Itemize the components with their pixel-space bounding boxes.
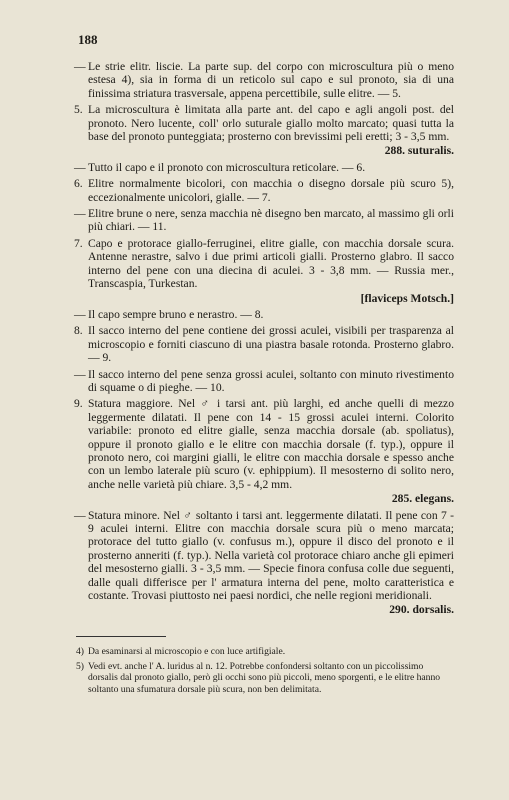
entry-text: Tutto il capo e il pronoto con microscultura reticolare. — 6. bbox=[88, 160, 366, 174]
entry-marker: 8. bbox=[74, 324, 83, 338]
entry-marker: 6. bbox=[74, 177, 83, 191]
species-name: 288. suturalis. bbox=[384, 144, 454, 158]
footnote-text: Da esaminarsi al microscopio e con luce artifigiale. bbox=[88, 646, 286, 657]
entry-marker: — bbox=[74, 367, 86, 381]
species-name: [flaviceps Motsch.] bbox=[360, 291, 454, 305]
entry-marker: — bbox=[74, 207, 86, 221]
species-name: 290. dorsalis. bbox=[389, 603, 454, 617]
entry-text: Le strie elitr. liscie. La parte sup. del corpo con microscultura più o meno estesa 4), sia in forma di un reticolo sul capo e sul pronoto, sia di una finissima striatura trasversale, appena percettibile, sulle elitre. — 5. bbox=[88, 60, 454, 100]
entry-text: Capo e protorace giallo-ferruginei, elitre gialle, con macchia dorsale scura. Antenne nerastre, salvo i due primi articoli gialli. Prosterno glabro. Il sacco interno del pene con una diecina di aculei. 3 - 3,8 mm. — Russia mer., Transcaspia, Turkestan. bbox=[88, 236, 454, 291]
entry-marker: 7. bbox=[74, 236, 83, 250]
key-entry bbox=[76, 60, 454, 100]
footnote-marker: 5) bbox=[76, 660, 84, 672]
entry-text: Elitre brune o nere, senza macchia nè disegno ben marcato, al massimo gli orli più chiari. — 11. bbox=[88, 207, 454, 234]
entry-marker: 5. bbox=[74, 103, 83, 117]
footnote-text: Vedi evt. anche l' A. luridus al n. 12. Potrebbe confondersi soltanto con un piccolissimo dorsalis dal pronoto giallo, però gli occhi sono più piccoli, meno sporgenti, e le elitre hanno soltanto una sfumatura dorsale più scura, non ben delimitata. bbox=[88, 660, 441, 695]
key-entry bbox=[76, 509, 454, 617]
footnote-marker: 4) bbox=[76, 646, 84, 657]
entry-marker: — bbox=[74, 160, 86, 174]
key-entry bbox=[76, 237, 454, 305]
species-name: 285. elegans. bbox=[391, 492, 454, 506]
entry-marker: — bbox=[74, 60, 86, 73]
key-entry bbox=[76, 397, 454, 505]
entry-text: Statura maggiore. Nel ♂ i tarsi ant. più larghi, ed anche quelli di mezzo leggermente dilatati. Il pene con 14 - 15 grossi aculei interni. Colorito variabile: pronoto ed elitre gialle, senza macchia dorsale (ab. spoliatus), oppure il pronoto giallo e le elitre con macchia dorsale (f. typ.), oppure il pronoto nero, coi margini gialli, le elitre con macchia dorsale e spesso anche con un lembo laterale più scuro (v. ephippium). Il mesosterno di solito nero, anche nelle varietà più chiare. 3,5 - 4,2 mm. bbox=[88, 397, 454, 491]
entry-marker: — bbox=[74, 307, 86, 321]
key-entry bbox=[76, 161, 454, 174]
entry-text: Il sacco interno del pene contiene dei grossi aculei, visibili per trasparenza al microscopio e forniti ciascuno di una piastra basale rotonda. Prosterno glabro. — 9. bbox=[88, 324, 454, 365]
entry-text: Elitre normalmente bicolori, con macchia o disegno dorsale più scuro 5), eccezionalmente unicolori, gialle. — 7. bbox=[88, 177, 454, 204]
entry-text: Statura minore. Nel ♂ soltanto i tarsi ant. leggermente dilatati. Il pene con 7 - 9 aculei interni. Elitre con macchia dorsale scura più o meno marcata; protorace del tutto giallo (v. confusus m.), oppure il disco del pronoto e il prosterno anneriti (f. typ.). Nella varietà col protorace chiaro anche gli epimeri del mesosterno gialli. 3 - 3,5 mm. — Specie finora confusa colle due seguenti, dalle quali differisce per l' armatura interna del pene, molto caratteristica e costante. Trovasi piuttosto nei paesi nordici, che nelle regioni meridionali. bbox=[88, 508, 454, 603]
key-entry bbox=[76, 324, 454, 364]
key-entry bbox=[76, 308, 454, 321]
key-entry bbox=[76, 368, 454, 395]
footnote bbox=[76, 646, 454, 658]
entry-marker: — bbox=[74, 508, 86, 522]
entry-text: Il capo sempre bruno e nerastro. — 8. bbox=[88, 307, 264, 321]
entry-text: La microscultura è limitata alla parte ant. del capo e agli angoli post. del pronoto. Nero lucente, coll' orlo suturale giallo molto marcato; quasi tutta la base del pronoto punteggiata; prosterno con brevissimi peli eretti; 3 - 3,5 mm. bbox=[88, 103, 454, 144]
entry-marker: 9. bbox=[74, 397, 83, 411]
page-number: 188 bbox=[78, 32, 98, 47]
key-entry bbox=[76, 103, 454, 158]
footnote bbox=[76, 661, 454, 696]
footnotes bbox=[76, 646, 454, 698]
footnote-rule bbox=[76, 636, 166, 637]
key-text bbox=[76, 60, 454, 620]
key-entry bbox=[76, 207, 454, 234]
key-entry bbox=[76, 177, 454, 204]
entry-text: Il sacco interno del pene senza grossi aculei, soltanto con minuto rivestimento di squame o di pieghe. — 10. bbox=[88, 367, 454, 394]
